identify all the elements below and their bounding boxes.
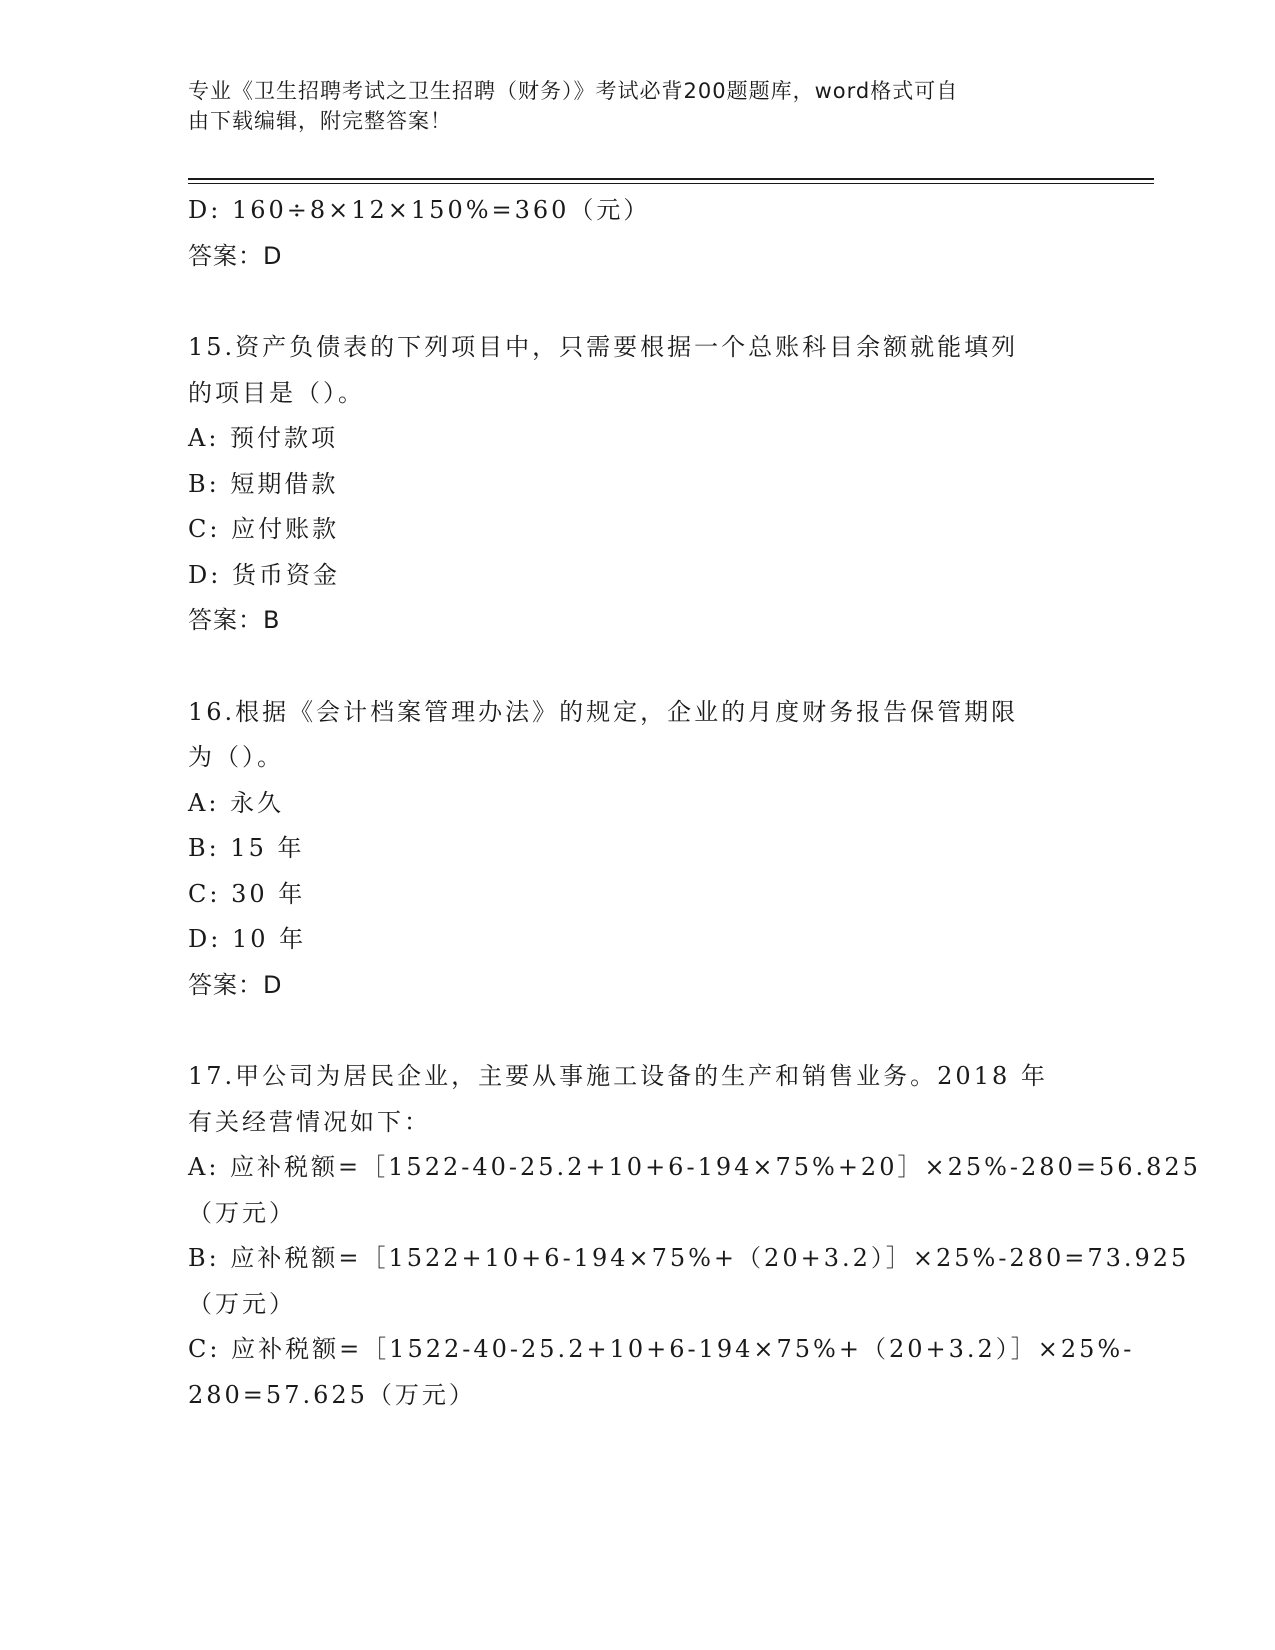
option-b: B: 短期借款	[188, 469, 339, 498]
document-header	[188, 76, 1068, 136]
question-block-15	[188, 325, 1088, 644]
option-c: C: 应补税额=［1522-40-25.2+10+6-194×75%+（20+3.2）］×25%-	[188, 1335, 1135, 1363]
option-c-continued: 280=57.625（万元）	[188, 1380, 476, 1409]
spacer	[188, 644, 1088, 690]
option-a-continued: （万元）	[188, 1198, 296, 1227]
question-stem-continued: 为（）。	[188, 743, 284, 771]
answer-label: 答案：D	[188, 970, 283, 999]
spacer	[188, 279, 1088, 325]
option-d: D: 160÷8×12×150%=360（元）	[188, 196, 651, 224]
header-divider-thick	[188, 178, 1154, 180]
question-stem: 17.甲公司为居民企业，主要从事施工设备的生产和销售业务。2018 年	[188, 1062, 1048, 1090]
question-stem: 15.资产负债表的下列项目中，只需要根据一个总账科目余额就能填列	[188, 333, 1019, 361]
question-block-17	[188, 1054, 1201, 1418]
option-c: C: 应付账款	[188, 515, 340, 543]
option-a: A: 永久	[188, 788, 285, 817]
question-stem-continued: 的项目是（）。	[188, 378, 365, 407]
option-d: D: 货币资金	[188, 560, 340, 589]
option-b-continued: （万元）	[188, 1289, 296, 1318]
question-stem-continued: 有关经营情况如下：	[188, 1107, 431, 1136]
option-a: A: 应补税额=［1522-40-25.2+10+6-194×75%+20］×25%-280=56.825	[188, 1153, 1201, 1181]
question-block-16	[188, 690, 1088, 1009]
answer-label: 答案：D	[188, 241, 283, 270]
option-d: D: 10 年	[188, 925, 307, 953]
option-b: B: 应补税额=［1522+10+6-194×75%+（20+3.2）］×25%-280=73.925	[188, 1244, 1190, 1272]
header-divider-thin	[188, 183, 1154, 184]
answer-label: 答案：B	[188, 606, 281, 634]
question-list	[188, 188, 1201, 1418]
header-title-line-2: 由下载编辑，附完整答案！	[188, 109, 452, 133]
option-c: C: 30 年	[188, 879, 306, 908]
option-b: B: 15 年	[188, 834, 305, 862]
question-block-14	[188, 188, 1088, 279]
spacer	[188, 1008, 1088, 1054]
header-title-line-1: 专业《卫生招聘考试之卫生招聘（财务）》考试必背200题题库，word格式可自	[188, 79, 959, 103]
question-stem: 16.根据《会计档案管理办法》的规定，企业的月度财务报告保管期限	[188, 697, 1019, 726]
option-a: A: 预付款项	[188, 424, 339, 452]
